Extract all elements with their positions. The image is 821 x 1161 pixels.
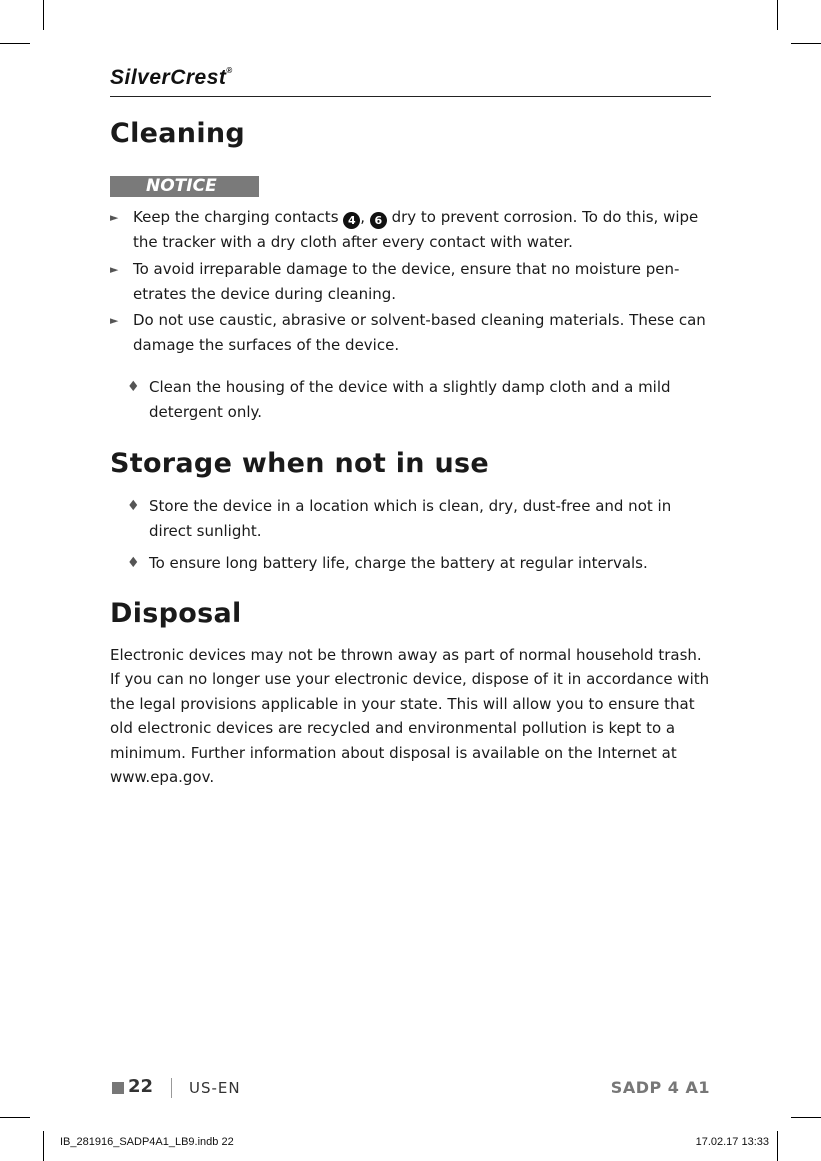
diamond-bullet-icon: ♦ xyxy=(127,498,140,514)
notice-bullet: ► Keep the charging contacts 4 , 6 dry to prevent corrosion. To do this, wipe the tracker with a dry cloth after every contact with water. xyxy=(110,205,710,255)
callout-number-icon: 4 xyxy=(343,212,360,229)
page-marker-square-icon xyxy=(112,1082,124,1094)
instruction-step: ♦ Store the device in a location which is clean, dry, dust-free and not in direct sunlight. xyxy=(127,494,707,544)
callout-number-icon: 6 xyxy=(370,212,387,229)
model-number: SADP 4 A1 xyxy=(610,1078,710,1097)
print-slug-file: IB_281916_SADP4A1_LB9.indb 22 xyxy=(60,1136,234,1148)
diamond-bullet-icon: ♦ xyxy=(127,555,140,571)
diamond-bullet-icon: ♦ xyxy=(127,379,140,395)
print-slug-timestamp: 17.02.17 13:33 xyxy=(695,1136,769,1148)
crop-mark xyxy=(0,43,30,44)
instruction-step: ♦ To ensure long battery life, charge the battery at regular intervals. xyxy=(127,551,707,576)
instruction-step: ♦ Clean the housing of the device with a slightly damp cloth and a mild detergent only. xyxy=(127,375,707,425)
crop-mark xyxy=(777,1131,778,1161)
crop-mark xyxy=(791,43,821,44)
crop-mark xyxy=(791,1117,821,1118)
section-title-cleaning: Cleaning xyxy=(110,118,246,149)
triangle-bullet-icon: ► xyxy=(110,211,119,224)
triangle-bullet-icon: ► xyxy=(110,314,119,327)
notice-label: NOTICE xyxy=(110,176,259,197)
header-rule xyxy=(110,96,711,97)
page-number: 22 xyxy=(128,1076,154,1097)
section-title-storage: Storage when not in use xyxy=(110,448,490,479)
triangle-bullet-icon: ► xyxy=(110,263,119,276)
notice-bullet: ► Do not use caustic, abrasive or solvent-based cleaning materials. These can damage the surfaces of the device. xyxy=(110,308,710,358)
section-title-disposal: Disposal xyxy=(110,598,242,629)
locale-label: US-EN xyxy=(189,1079,241,1097)
crop-mark xyxy=(777,0,778,30)
brand-logo: SilverCrest® xyxy=(110,66,233,89)
footer-divider xyxy=(171,1078,172,1098)
crop-mark xyxy=(0,1117,30,1118)
crop-mark xyxy=(43,0,44,30)
crop-mark xyxy=(43,1131,44,1161)
notice-bullet: ► To avoid irreparable damage to the device, ensure that no moisture pen-etrates the device during cleaning. xyxy=(110,257,710,307)
disposal-paragraph: Electronic devices may not be thrown away as part of normal household trash. If you can no longer use your electronic device, dispose of it in accordance with the legal provisions applicable in your state. This will allow you to ensure that old electronic devices are recycled and environmental pollution is kept to a minimum. Further information about disposal is available on the Internet at www.epa.gov. xyxy=(110,646,710,787)
